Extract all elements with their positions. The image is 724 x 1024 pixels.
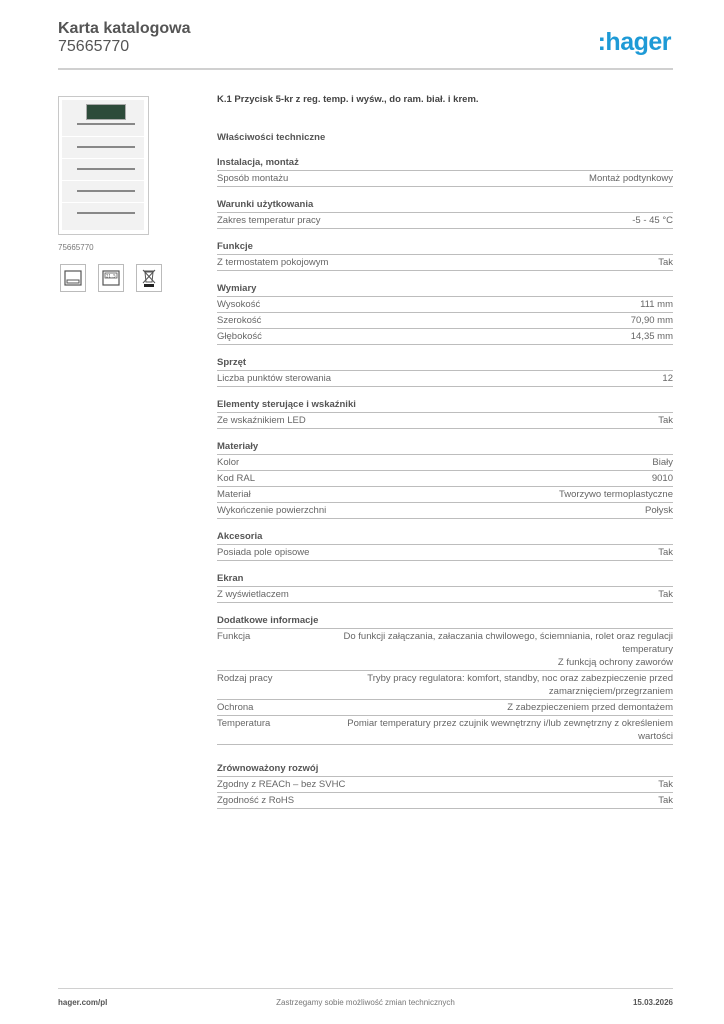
- key-label-line: [77, 146, 135, 148]
- property-row: [217, 487, 673, 503]
- key-separator: [62, 202, 144, 203]
- property-row: [217, 700, 673, 716]
- section-accessories: [217, 531, 673, 561]
- property-row: [217, 503, 673, 519]
- section-hardware: [217, 357, 673, 387]
- property-value: 9010: [651, 473, 673, 484]
- property-value: Tak: [658, 547, 673, 558]
- section-title: Funkcje: [217, 241, 673, 255]
- property-label: Liczba punktów sterowania: [217, 373, 332, 384]
- property-row: [217, 777, 673, 793]
- property-value: Tryby pracy regulatora: komfort, standby, noc oraz zabezpieczenie przed zamarznięciem/przegrzaniem: [367, 673, 673, 697]
- property-row: [217, 213, 673, 229]
- property-row: [217, 471, 673, 487]
- property-label: Zgodność z RoHS: [217, 795, 295, 806]
- property-row: [217, 545, 673, 561]
- property-value: Biały: [652, 457, 673, 468]
- property-row: [217, 671, 673, 700]
- property-label: Głębokość: [217, 331, 262, 342]
- section-title: Akcesoria: [217, 531, 673, 545]
- property-row: [217, 329, 673, 345]
- key-label-line: [77, 123, 135, 125]
- section-title: Wymiary: [217, 283, 673, 297]
- property-value: Połysk: [645, 505, 673, 516]
- section-title: Sprzęt: [217, 357, 673, 371]
- property-label: Wykończenie powierzchni: [217, 505, 327, 516]
- property-value: Tworzywo termoplastyczne: [558, 489, 673, 500]
- property-row: [217, 716, 673, 745]
- section-dimensions: [217, 283, 673, 345]
- website-link[interactable]: hager.com/pl: [58, 998, 108, 1007]
- property-label: Rodzaj pracy: [217, 673, 273, 684]
- svg-text:21.5: 21.5: [106, 273, 116, 279]
- property-row: [217, 413, 673, 429]
- key-separator: [62, 136, 144, 137]
- property-label: Funkcja: [217, 631, 251, 642]
- key-label-line: [77, 190, 135, 192]
- technical-properties-title: Właściwości techniczne: [217, 132, 326, 143]
- certification-icons: [60, 264, 162, 292]
- property-value: Tak: [658, 589, 673, 600]
- section-title: Warunki użytkowania: [217, 199, 673, 213]
- product-name: K.1 Przycisk 5-kr z reg. temp. i wyśw., do ram. biał. i krem.: [217, 94, 479, 105]
- property-row: [217, 313, 673, 329]
- property-value-line: Do funkcji załączania, załaczania chwilowego, ściemniania, rolet oraz regulacji temperatury: [343, 631, 673, 655]
- image-caption: 75665770: [58, 243, 94, 252]
- device-display: [86, 104, 126, 120]
- property-row: [217, 171, 673, 187]
- section-screen: [217, 573, 673, 603]
- property-label: Wysokość: [217, 299, 261, 310]
- property-value: Tak: [658, 779, 673, 790]
- property-value: 12: [662, 373, 673, 384]
- property-value: Tak: [658, 795, 673, 806]
- push-button-device: [62, 100, 144, 230]
- header-divider: [58, 68, 673, 70]
- property-value: Tak: [658, 257, 673, 268]
- surface-display-device-icon: [60, 264, 86, 292]
- section-materials: [217, 441, 673, 519]
- property-label: Kolor: [217, 457, 240, 468]
- section-title: Zrównoważony rozwój: [217, 763, 673, 777]
- section-additional-info: [217, 615, 673, 745]
- key-separator: [62, 158, 144, 159]
- property-row: [217, 455, 673, 471]
- property-value: -5 - 45 °C: [632, 215, 673, 226]
- property-row: [217, 371, 673, 387]
- section-title: Instalacja, montaż: [217, 157, 673, 171]
- article-number: 75665770: [58, 38, 130, 55]
- property-label: Z wyświetlaczem: [217, 589, 289, 600]
- product-image: [58, 96, 149, 235]
- property-label: Kod RAL: [217, 473, 256, 484]
- property-label: Z termostatem pokojowym: [217, 257, 329, 268]
- property-value: Tak: [658, 415, 673, 426]
- product-details: [217, 94, 673, 821]
- property-value: [328, 630, 673, 669]
- property-label: Sposób montażu: [217, 173, 289, 184]
- property-label: Posiada pole opisowe: [217, 547, 310, 558]
- document-title: Karta katalogowa: [58, 20, 191, 37]
- property-value: 14,35 mm: [630, 331, 673, 342]
- property-label: Ochrona: [217, 702, 254, 713]
- section-functions: [217, 241, 673, 271]
- document-date: 15.03.2026: [632, 998, 673, 1007]
- property-value: Pomiar temperatury przez czujnik wewnętrzny i/lub zewnętrzny z określeniem wartości: [347, 718, 673, 742]
- lcd-display-icon: [98, 264, 124, 292]
- hager-logo: :hager: [597, 28, 671, 56]
- property-label: Temperatura: [217, 718, 271, 729]
- property-value: Z zabezpieczeniem przed demontażem: [507, 702, 673, 713]
- property-label: Materiał: [217, 489, 251, 500]
- property-row: [217, 297, 673, 313]
- section-title: Dodatkowe informacje: [217, 615, 673, 629]
- section-title: Ekran: [217, 573, 673, 587]
- property-row: [217, 629, 673, 671]
- weee-crossed-bin-icon: [136, 264, 162, 292]
- key-label-line: [77, 168, 135, 170]
- disclaimer-text: Zastrzegamy sobie możliwość zmian technicznych: [276, 998, 455, 1007]
- property-value-line: Z funkcją ochrony zaworów: [557, 657, 673, 668]
- section-installation: [217, 157, 673, 187]
- page-header: [58, 20, 673, 56]
- section-sustainability: [217, 763, 673, 809]
- property-row: [217, 255, 673, 271]
- property-label: Ze wskaźnikiem LED: [217, 415, 306, 426]
- property-value: Montaż podtynkowy: [589, 173, 673, 184]
- property-row: [217, 587, 673, 603]
- section-title: Elementy sterujące i wskaźniki: [217, 399, 673, 413]
- key-separator: [62, 180, 144, 181]
- property-label: Zakres temperatur pracy: [217, 215, 321, 226]
- property-label: Szerokość: [217, 315, 262, 326]
- footer-divider: [58, 988, 673, 989]
- section-title: Materiały: [217, 441, 673, 455]
- property-label: Zgodny z REACh – bez SVHC: [217, 779, 346, 790]
- property-row: [217, 793, 673, 809]
- property-value: 70,90 mm: [630, 315, 673, 326]
- key-label-line: [77, 212, 135, 214]
- section-controls-indicators: [217, 399, 673, 429]
- section-operating-conditions: [217, 199, 673, 229]
- property-value: 111 mm: [640, 299, 673, 310]
